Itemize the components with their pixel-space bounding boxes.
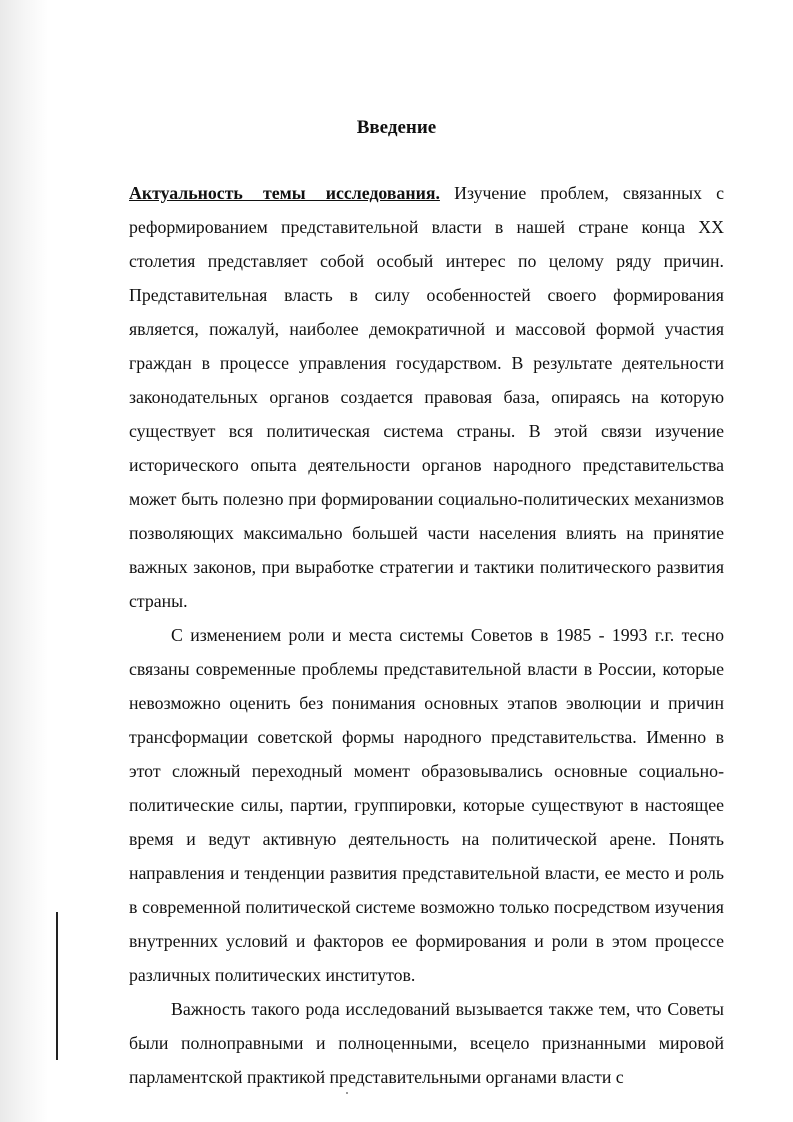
body-text [129,176,724,1094]
scan-speck [346,1092,348,1094]
paragraph-1 [129,176,724,618]
paragraph-2: С изменением роли и места системы Советов в 1985 - 1993 г.г. тесно связаны современные проблемы представительной власти в России, которые невозможно оценить без понимания основных этапов эволюции и причин трансформации советской формы народного представительства. Именно в этот сложный переходный момент образовывались основные социально-политические силы, партии, группировки, которые существуют в настоящее время и ведут активную деятельность на политической арене. Понять направления и тенденции развития представительной власти, ее место и роль в современной политической системе возможно только посредством изучения внутренних условий и факторов ее формирования и роли в этом процессе различных политических институтов. [129,625,724,985]
scan-left-edge-shadow [0,0,48,1122]
page-title: Введение [356,117,437,138]
paragraph-1-body: Изучение проблем, связанных с реформированием представительной власти в нашей стране конца XX столетия представляет собой особый интерес по целому ряду причин. Представительная власть в силу особенностей своего формирования является, пожалуй, наиболее демократичной и массовой формой участия граждан в процессе управления государством. В результате деятельности законодательных органов создается правовая база, опираясь на которую существует вся политическая система страны. В этой связи изучение исторического опыта деятельности органов народного представительства может быть полезно при формировании социально-политических механизмов позволяющих максимально большей части населения влиять на принятие важных законов, при выработке стратегии и тактики политического развития страны. [129,183,724,611]
paragraph-3: Важность такого рода исследований вызывается также тем, что Советы были полноправными и полноценными, всецело признанными мировой парламентской практикой представительными органами власти с [129,999,724,1087]
paragraph-1-lead: Актуальность темы исследования. [129,183,440,203]
margin-mark-line [56,912,58,1060]
